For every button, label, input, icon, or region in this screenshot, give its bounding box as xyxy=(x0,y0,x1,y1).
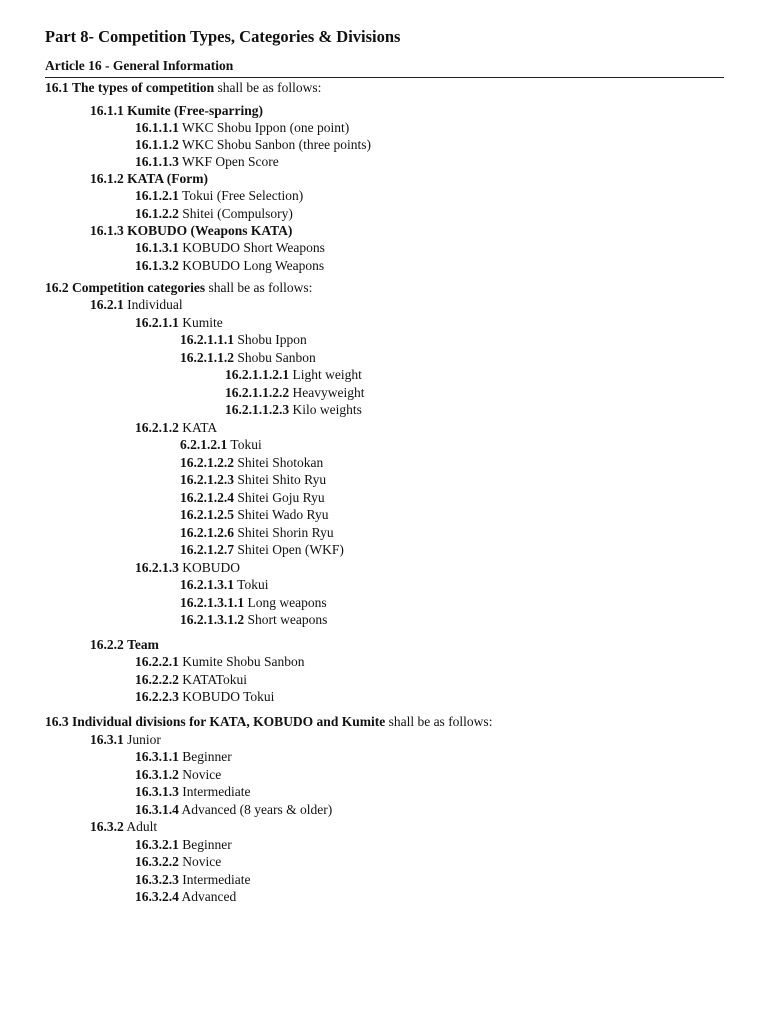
outline-item xyxy=(135,688,274,705)
outline-item-text: Shitei Goju Ryu xyxy=(237,490,325,505)
outline-item-text: Team xyxy=(127,637,159,652)
outline-item xyxy=(135,671,247,688)
outline-item-text: Tokui xyxy=(230,437,262,452)
outline-item xyxy=(180,454,323,471)
outline-item-text: Kumite (Free-sparring) xyxy=(127,103,263,118)
outline-item-number: 16.2.1.1 xyxy=(135,315,179,330)
outline-item-number: 16.2.1.3 xyxy=(135,560,179,575)
outline-item-number: 16.2.1.3.1.1 xyxy=(180,595,245,610)
outline-item-number: 16.1.1.3 xyxy=(135,154,179,169)
outline-item xyxy=(225,384,364,401)
outline-item-text: Beginner xyxy=(182,749,232,764)
outline-item xyxy=(135,187,303,204)
outline-item-text: WKC Shobu Sanbon (three points) xyxy=(182,137,371,152)
outline-item xyxy=(180,489,325,506)
outline-item xyxy=(135,257,324,274)
outline-item-text: Advanced (8 years & older) xyxy=(181,802,333,817)
section-number: 16.1 xyxy=(45,80,69,95)
outline-item-text: Kumite Shobu Sanbon xyxy=(182,654,305,669)
outline-item xyxy=(135,653,305,670)
outline-item-text: WKC Shobu Ippon (one point) xyxy=(182,120,350,135)
outline-item-number: 16.2.1.1.1 xyxy=(180,332,234,347)
article-heading: Article 16 - General Information xyxy=(45,58,724,78)
outline-item-text: Junior xyxy=(127,732,161,747)
outline-item xyxy=(180,541,344,558)
outline-item-text: Shitei Shito Ryu xyxy=(237,472,327,487)
outline-item-number: 16.1.3 xyxy=(90,223,124,238)
outline-item-text: Shitei Open (WKF) xyxy=(237,542,344,557)
outline-item xyxy=(135,119,349,136)
outline-item xyxy=(90,636,159,653)
outline-item-number: 16.2.2.1 xyxy=(135,654,179,669)
outline-item xyxy=(135,419,217,436)
outline-item-number: 16.2.1.1.2.1 xyxy=(225,367,290,382)
outline-item-text: KATA (Form) xyxy=(127,171,208,186)
outline-item-text: Intermediate xyxy=(182,784,251,799)
section-heading-bold: The types of competition xyxy=(72,80,215,95)
outline-item-number: 16.2.1.1.2 xyxy=(180,350,234,365)
outline-item-text: KATA xyxy=(182,420,218,435)
outline-item-text: KOBUDO Short Weapons xyxy=(182,240,325,255)
outline-item-number: 16.2.1.2.2 xyxy=(180,455,234,470)
outline-item xyxy=(135,766,221,783)
outline-item-number: 16.2.1.1.2.3 xyxy=(225,402,290,417)
outline-item-text: Shitei Shorin Ryu xyxy=(237,525,334,540)
outline-item-text: KOBUDO (Weapons KATA) xyxy=(127,223,293,238)
outline-item-number: 16.3.1.4 xyxy=(135,802,179,817)
outline-item-number: 16.3.2.4 xyxy=(135,889,179,904)
outline-item-text: Kumite xyxy=(182,315,223,330)
outline-item-number: 6.2.1.2.1 xyxy=(180,437,228,452)
outline-item xyxy=(135,836,232,853)
outline-item-number: 16.1.3.1 xyxy=(135,240,179,255)
outline-item-number: 16.2.1.3.1 xyxy=(180,577,234,592)
outline-item xyxy=(135,153,279,170)
outline-item-number: 16.1.2.2 xyxy=(135,206,179,221)
outline-item-number: 16.2.2.3 xyxy=(135,689,179,704)
section-number: 16.2 xyxy=(45,280,69,295)
section-heading-rest: shall be as follows: xyxy=(214,80,322,95)
outline-item-text: Long weapons xyxy=(247,595,327,610)
outline-item-text: Novice xyxy=(182,854,222,869)
outline-item-number: 16.2.1.1.2.2 xyxy=(225,385,290,400)
outline-item xyxy=(135,136,371,153)
outline-item xyxy=(180,349,316,366)
outline-item xyxy=(180,436,262,453)
outline-item-text: Individual xyxy=(127,297,183,312)
outline-item-number: 16.3.1.1 xyxy=(135,749,179,764)
outline-item-text: Shitei Shotokan xyxy=(237,455,324,470)
outline-item-number: 16.2.2 xyxy=(90,637,124,652)
outline-item-number: 16.2.1.2.6 xyxy=(180,525,234,540)
outline-item-number: 16.3.2 xyxy=(90,819,124,834)
outline-item xyxy=(90,818,157,835)
outline-item xyxy=(90,731,161,748)
outline-item-text: Light weight xyxy=(292,367,362,382)
outline-item-number: 16.2.1.2.5 xyxy=(180,507,234,522)
outline-item-text: Tokui xyxy=(237,577,269,592)
outline-item xyxy=(135,205,293,222)
outline-item xyxy=(180,611,327,628)
outline-item xyxy=(225,401,362,418)
section-heading-rest: shall be as follows: xyxy=(385,714,493,729)
outline-item-number: 16.1.1 xyxy=(90,103,124,118)
outline-item xyxy=(135,801,332,818)
outline-item-number: 16.3.2.1 xyxy=(135,837,179,852)
outline-item-number: 16.2.2.2 xyxy=(135,672,179,687)
outline-item-text: Kilo weights xyxy=(292,402,362,417)
outline-item-text: Intermediate xyxy=(182,872,251,887)
outline-item xyxy=(90,102,263,119)
outline-item-text: KOBUDO xyxy=(182,560,241,575)
outline-item-text: KATATokui xyxy=(182,672,247,687)
outline-item-text: Shobu Ippon xyxy=(237,332,307,347)
outline-item-text: Shitei Wado Ryu xyxy=(237,507,329,522)
outline-item xyxy=(180,331,307,348)
outline-item-text: Adult xyxy=(126,819,158,834)
outline-item-number: 16.2.1.2.4 xyxy=(180,490,234,505)
outline-item xyxy=(90,296,183,313)
outline-item xyxy=(90,222,292,239)
outline-item-number: 16.2.1.3.1.2 xyxy=(180,612,245,627)
section-heading-rest: shall be as follows: xyxy=(205,280,313,295)
page-title: Part 8- Competition Types, Categories & Divisions xyxy=(45,27,401,46)
outline-item-number: 16.3.1.3 xyxy=(135,784,179,799)
outline-item xyxy=(135,853,221,870)
outline-item xyxy=(135,748,232,765)
outline-item xyxy=(180,506,329,523)
outline-item xyxy=(225,366,362,383)
outline-item xyxy=(180,594,327,611)
outline-item-text: WKF Open Score xyxy=(182,154,279,169)
section-heading-bold: Individual divisions for KATA, KOBUDO and Kumite xyxy=(72,714,386,729)
outline-item xyxy=(135,888,236,905)
outline-item-number: 16.3.2.2 xyxy=(135,854,179,869)
outline-item xyxy=(180,471,326,488)
section-heading xyxy=(45,713,492,730)
outline-item-text: Beginner xyxy=(182,837,232,852)
outline-item xyxy=(135,314,223,331)
outline-item-number: 16.1.1.2 xyxy=(135,137,179,152)
outline-item-number: 16.2.1.2 xyxy=(135,420,179,435)
section-heading-bold: Competition categories xyxy=(72,280,206,295)
outline-item xyxy=(135,239,325,256)
outline-item xyxy=(90,170,208,187)
section-number: 16.3 xyxy=(45,714,69,729)
outline-item-number: 16.1.1.1 xyxy=(135,120,179,135)
outline-item-text: KOBUDO Long Weapons xyxy=(182,258,325,273)
outline-item-number: 16.1.2.1 xyxy=(135,188,179,203)
outline-item-text: Novice xyxy=(182,767,222,782)
outline-item-number: 16.2.1 xyxy=(90,297,124,312)
outline-item xyxy=(180,524,334,541)
outline-item-text: Advanced xyxy=(181,889,237,904)
outline-item-text: KOBUDO Tokui xyxy=(182,689,275,704)
outline-item-number: 16.2.1.2.7 xyxy=(180,542,234,557)
outline-item-text: Tokui (Free Selection) xyxy=(182,188,304,203)
outline-item-text: Shitei (Compulsory) xyxy=(182,206,293,221)
outline-item-number: 16.1.2 xyxy=(90,171,124,186)
outline-item xyxy=(180,576,268,593)
outline-item-text: Shobu Sanbon xyxy=(237,350,316,365)
section-heading xyxy=(45,79,321,96)
outline-item xyxy=(135,871,250,888)
outline-item xyxy=(135,559,240,576)
outline-item xyxy=(135,783,250,800)
section-heading xyxy=(45,279,312,296)
outline-item-text: Short weapons xyxy=(247,612,328,627)
outline-item-number: 16.3.1 xyxy=(90,732,124,747)
outline-item-text: Heavyweight xyxy=(292,385,365,400)
outline-item-number: 16.2.1.2.3 xyxy=(180,472,234,487)
outline-item-number: 16.3.1.2 xyxy=(135,767,179,782)
outline-item-number: 16.3.2.3 xyxy=(135,872,179,887)
outline-item-number: 16.1.3.2 xyxy=(135,258,179,273)
